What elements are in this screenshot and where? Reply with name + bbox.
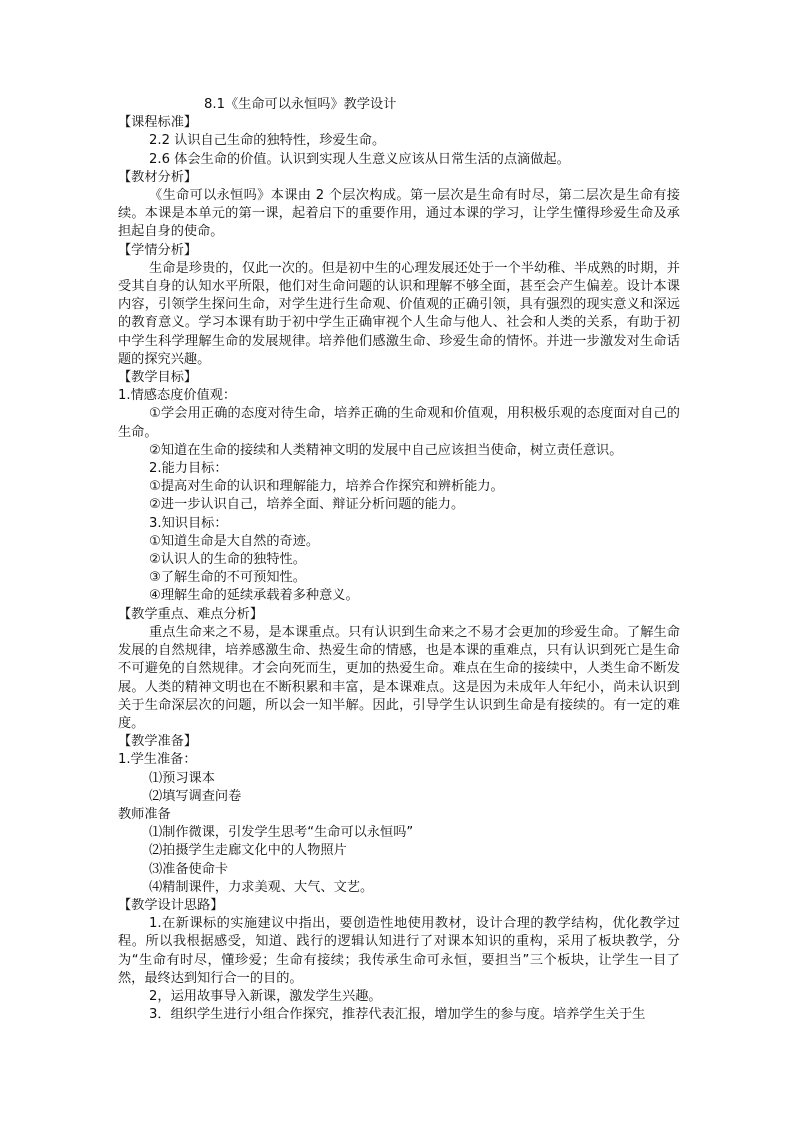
learner-analysis-text: 生命是珍贵的，仅此一次的。但是初中生的心理发展还处于一个半幼稚、半成熟的时期，并受其自身的认知水平所限，他们对生命问题的认识和理解不够全面，甚至会产生偏差。设计本课内容，引领学生探问生命，对学生进行生命观、价值观的正确引领，具有强烈的现实意义和深远的教育意义。学习本课有助于初中学生正确审视个人生命与他人、社会和人类的关系，有助于初中学生科学理解生命的发展规律。培养他们感激生命、珍爱生命的情怀。并进一步激发对生命话题的探究兴趣。 [118, 260, 680, 367]
goal-knowledge-item: ①知道生命是大自然的奇迹。 [149, 533, 320, 549]
goal-attitude-title: 1.情感态度价值观： [118, 388, 237, 404]
document-page [118, 96, 680, 1024]
goal-knowledge-item: ②认识人的生命的独特性。 [149, 552, 306, 568]
material-analysis-text: 《生命可以永恒吗》本课由 2 个层次构成。第一层次是生命有时尽，第二层次是生命有接续。本课是本单元的第一课，起着启下的重要作用，通过本课的学习，让学生懂得珍爱生命及承担起自身的使命。 [118, 188, 680, 240]
goal-knowledge-title: 3.知识目标： [149, 515, 228, 531]
goal-attitude-item: ②知道在生命的接续和人类精神文明的发展中自己应该担当使命，树立责任意识。 [149, 442, 623, 458]
design-idea-item: 2，运用故事导入新课，激发学生兴趣。 [149, 988, 382, 1004]
goal-attitude-item: ①学会用正确的态度对待生命，培养正确的生命观和价值观，用积极乐观的态度面对自己的生命。 [118, 406, 680, 440]
heading-teaching-preparation: 【教学准备】 [118, 734, 198, 750]
student-prep-title: 1.学生准备： [118, 752, 197, 768]
heading-learner-analysis: 【学情分析】 [118, 242, 198, 258]
goal-ability-item: ①提高对生命的认识和理解能力，培养合作探究和辨析能力。 [149, 479, 504, 495]
course-standard-item: 2.6 体会生命的价值。认识到实现人生意义应该从日常生活的点滴做起。 [149, 151, 570, 167]
teacher-prep-item: ⑴制作微课，引发学生思考“生命可以永恒吗” [149, 825, 414, 841]
course-standard-item: 2.2 认识自己生命的独特性，珍爱生命。 [149, 133, 386, 149]
design-idea-item: 1.在新课标的实施建议中指出，要创造性地使用教材，设计合理的教学结构，优化教学过程。所以我根据感受，知道、践行的逻辑认知进行了对课本知识的重构，采用了板块教学，分为“生命有时尽，懂珍爱；生命有接续；我传承生命可永恒，要担当”三个板块，让学生一目了然，最终达到知行合一的目的。 [118, 916, 680, 986]
doc-title: 8.1《生命可以永恒吗》教学设计 [204, 97, 397, 112]
heading-key-difficult-points: 【教学重点、难点分析】 [118, 606, 264, 622]
teacher-prep-title: 教师准备 [118, 806, 171, 822]
goal-knowledge-item: ④理解生命的延续承载着多种意义。 [149, 588, 359, 604]
heading-teaching-goals: 【教学目标】 [118, 370, 198, 386]
goal-knowledge-item: ③了解生命的不可预知性。 [149, 570, 306, 586]
student-prep-item: ⑴预习课本 [149, 770, 215, 786]
goal-ability-title: 2.能力目标： [149, 461, 228, 477]
teacher-prep-item: ⑷精制课件，力求美观、大气、文艺。 [149, 879, 374, 895]
heading-material-analysis: 【教材分析】 [118, 169, 198, 185]
student-prep-item: ⑵填写调查问卷 [149, 788, 242, 804]
goal-ability-item: ②进一步认识自己，培养全面、辩证分析问题的能力。 [149, 497, 465, 513]
teacher-prep-item: ⑵拍摄学生走廊文化中的人物照片 [149, 843, 347, 859]
key-points-text: 重点生命来之不易，是本课重点。只有认识到生命来之不易才会更加的珍爱生命。了解生命发展的自然规律，培养感激生命、热爱生命的情感，也是本课的重难点，只有认识到死亡是生命不可避免的自然规律。才会向死而生，更加的热爱生命。难点在生命的接续中，人类生命不断发展。人类的精神文明也在不断积累和丰富，是本课难点。这是因为未成年人年纪小，尚未认识到关于生命深层次的问题，所以会一知半解。因此，引导学生认识到生命是有接续的。有一定的难度。 [118, 624, 680, 731]
teacher-prep-item: ⑶准备使命卡 [149, 861, 229, 877]
heading-design-ideas: 【教学设计思路】 [118, 897, 224, 913]
design-idea-item: 3．组织学生进行小组合作探究，推荐代表汇报，增加学生的参与度。培养学生关于生 [149, 1007, 646, 1023]
heading-course-standard: 【课程标准】 [118, 115, 198, 131]
